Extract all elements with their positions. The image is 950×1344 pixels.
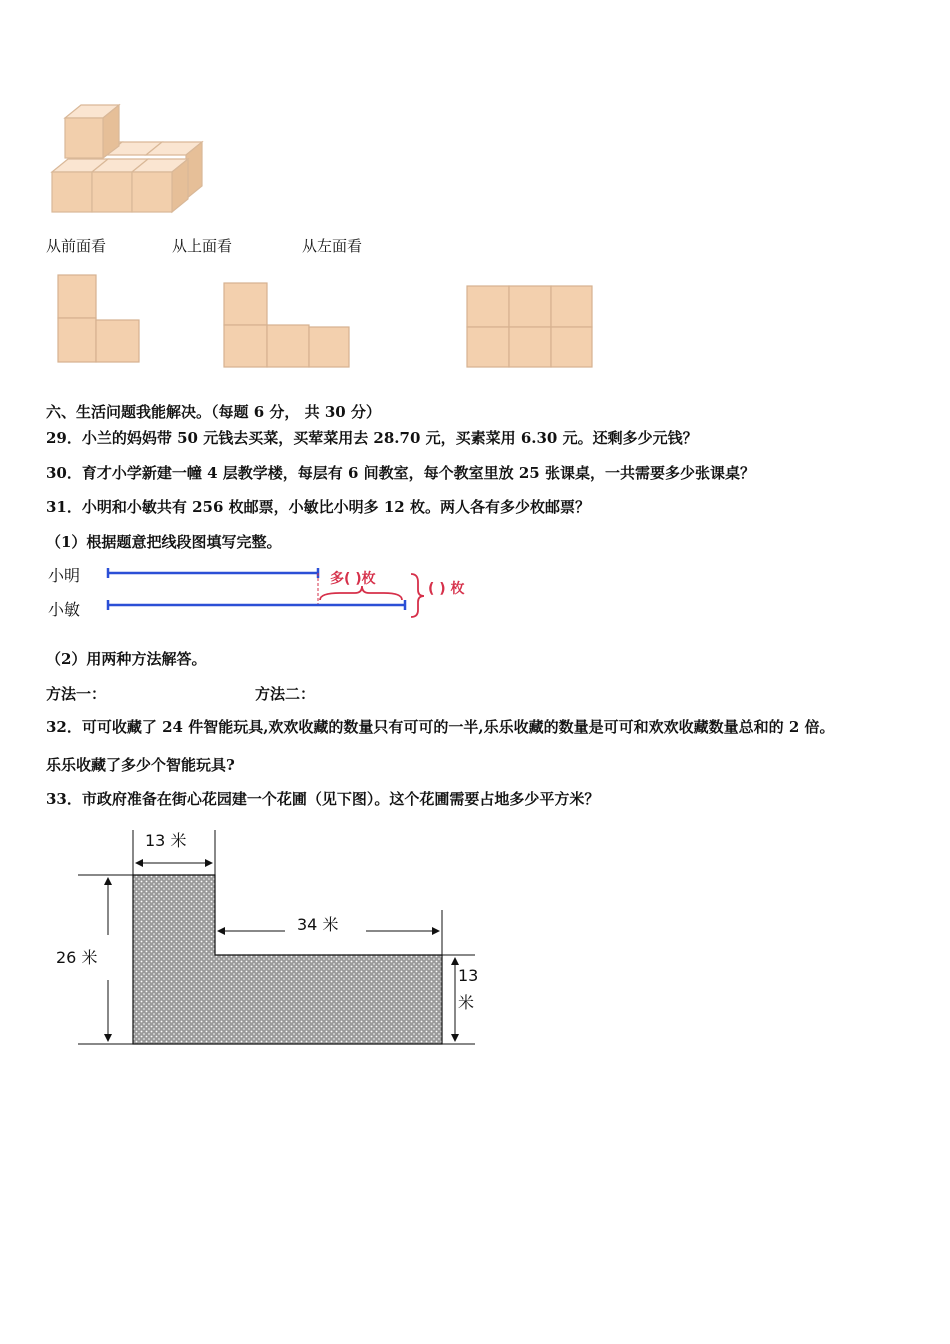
dimension-left-label: 26 米 [54, 945, 99, 968]
method-two-label: 方法二： [255, 685, 316, 703]
dimension-top-label: 13 米 [143, 828, 188, 851]
method-one-label: 方法一： [46, 685, 107, 703]
section-heading: 六、生活问题我能解决。（每题 6 分， 共 30 分） [46, 403, 381, 421]
question-33: 33．市政府准备在街心花园建一个花圃（见下图）。这个花圃需要占地多少平方米？ [46, 790, 600, 808]
dimension-right-number: 13 [458, 966, 479, 985]
question-32-line2: 乐乐收藏了多少个智能玩具? [46, 756, 235, 774]
question-30: 30．育才小学新建一幢 4 层教学楼，每层有 6 间教室，每个教室里放 25 张课桌，一共需要多少张课桌？ [46, 464, 755, 482]
question-31: 31．小明和小敏共有 256 枚邮票，小敏比小明多 12 枚。两人各有多少枚邮票？ [46, 498, 590, 516]
segment-label-xiaomin: 小敏 [48, 600, 81, 619]
question-29: 29．小兰的妈妈带 50 元钱去买菜，买荤菜用去 28.70 元，买素菜用 6.30 元。还剩多少元钱？ [46, 429, 698, 447]
garden-figure [70, 820, 490, 1055]
more-stamps-label: 多( )枚 [330, 571, 376, 587]
segment-label-xiaoming: 小明 [48, 566, 81, 585]
view-label-front: 从前面看 [46, 237, 107, 255]
cube-stack-figure [46, 102, 211, 217]
dimension-middle-label: 34 米 [295, 912, 340, 935]
front-view-figure [55, 272, 145, 367]
question-31-part1: （1）根据题意把线段图填写完整。 [46, 533, 282, 551]
line-segment-diagram [100, 560, 430, 620]
view-label-top: 从上面看 [172, 237, 233, 255]
question-32-line1: 32．可可收藏了 24 件智能玩具,欢欢收藏的数量只有可可的一半,乐乐收藏的数量是可可和欢欢收藏数量总和的 2 倍。 [46, 718, 835, 736]
dimension-right-unit: 米 [458, 990, 474, 1013]
view-label-left: 从左面看 [302, 237, 363, 255]
total-stamps-label: ( ) 枚 [428, 581, 465, 597]
question-31-part2: （2）用两种方法解答。 [46, 650, 207, 668]
top-view-figure [220, 280, 355, 370]
left-view-figure [464, 283, 596, 371]
